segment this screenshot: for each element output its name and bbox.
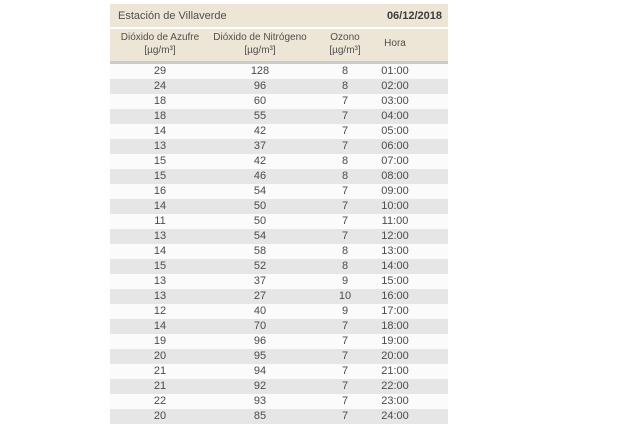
table-cell: 7 — [341, 380, 349, 392]
table-cell: 06:00 — [381, 140, 409, 152]
table-cell: 13 — [153, 275, 167, 287]
table-row — [110, 214, 448, 229]
table-cell: 7 — [341, 395, 349, 407]
table-row — [110, 289, 448, 304]
table-cell: 14 — [153, 125, 167, 137]
table-cell: 42 — [253, 125, 267, 137]
header-cell-unit: [µg/m³] — [329, 44, 361, 56]
air-quality-widget — [110, 4, 448, 424]
table-cell: 7 — [341, 110, 349, 122]
table-cell: 94 — [253, 365, 267, 377]
table-cell: 20 — [153, 410, 167, 422]
table-cell: 03:00 — [381, 95, 409, 107]
table-row — [110, 154, 448, 169]
table-cell: 7 — [341, 365, 349, 377]
table-cell: 01:00 — [381, 65, 409, 77]
table-cell: 17:00 — [381, 305, 409, 317]
table-row — [110, 394, 448, 409]
header-cell — [110, 29, 210, 63]
table-cell: 95 — [253, 350, 267, 362]
table-row — [110, 199, 448, 214]
widget-titlebar — [110, 4, 448, 27]
table-cell: 13:00 — [381, 245, 409, 257]
table-cell: 14:00 — [381, 260, 409, 272]
table-cell: 07:00 — [381, 155, 409, 167]
table-cell: 10 — [338, 290, 352, 302]
table-cell: 9 — [341, 305, 349, 317]
table-cell: 04:00 — [381, 110, 409, 122]
table-cell: 19:00 — [381, 335, 409, 347]
table-cell: 14 — [153, 200, 167, 212]
table-cell: 02:00 — [381, 80, 409, 92]
header-cell-unit: [µg/m³] — [144, 44, 176, 56]
table-cell: 18 — [153, 110, 167, 122]
table-cell: 15 — [153, 170, 167, 182]
table-cell: 50 — [253, 215, 267, 227]
table-row — [110, 409, 448, 424]
table-cell: 29 — [153, 65, 167, 77]
table-cell: 22:00 — [381, 380, 409, 392]
header-cell-label: Dióxido de Nitrógeno — [213, 32, 307, 43]
table-cell: 12 — [153, 305, 167, 317]
table-cell: 46 — [253, 170, 267, 182]
table-cell: 8 — [341, 80, 349, 92]
header-cell-unit: [µg/m³] — [244, 44, 276, 56]
table-cell: 05:00 — [381, 125, 409, 137]
table-cell: 92 — [253, 380, 267, 392]
table-cell: 7 — [341, 230, 349, 242]
table-row — [110, 63, 448, 80]
table-cell: 11 — [154, 215, 166, 227]
table-row — [110, 184, 448, 199]
table-header — [110, 29, 448, 63]
table-cell: 8 — [341, 260, 349, 272]
table-row — [110, 304, 448, 319]
table-row — [110, 364, 448, 379]
table-cell: 22 — [153, 395, 167, 407]
header-cell — [210, 29, 310, 63]
table-cell: 19 — [153, 335, 167, 347]
table-cell: 13 — [153, 230, 167, 242]
table-cell: 8 — [341, 65, 349, 77]
table-cell: 128 — [250, 65, 270, 77]
table-cell: 7 — [341, 95, 349, 107]
table-cell: 50 — [253, 200, 267, 212]
table-cell: 37 — [253, 275, 267, 287]
table-cell: 55 — [253, 110, 267, 122]
table-row — [110, 274, 448, 289]
table-cell: 14 — [153, 320, 167, 332]
table-row — [110, 139, 448, 154]
table-cell: 54 — [253, 185, 267, 197]
table-row — [110, 229, 448, 244]
table-cell: 23:00 — [381, 395, 409, 407]
table-cell: 21 — [153, 380, 167, 392]
table-cell: 96 — [253, 80, 267, 92]
table-cell: 7 — [341, 335, 349, 347]
table-row — [110, 319, 448, 334]
table-cell: 10:00 — [381, 200, 409, 212]
table-cell: 9 — [341, 275, 349, 287]
table-cell: 7 — [341, 185, 349, 197]
table-cell: 13 — [153, 290, 167, 302]
table-cell: 7 — [341, 200, 349, 212]
table-cell: 21:00 — [381, 365, 409, 377]
table-cell: 96 — [253, 335, 267, 347]
table-cell: 54 — [253, 230, 267, 242]
header-cell-label: Dióxido de Azufre — [120, 32, 200, 43]
table-cell: 8 — [341, 155, 349, 167]
table-cell: 18:00 — [381, 320, 409, 332]
table-row — [110, 259, 448, 274]
table-cell: 85 — [253, 410, 267, 422]
table-row — [110, 124, 448, 139]
table-cell: 58 — [253, 245, 267, 257]
table-cell: 24 — [153, 80, 167, 92]
table-row — [110, 334, 448, 349]
table-cell: 21 — [153, 365, 167, 377]
station-name: Estación de Villaverde — [118, 9, 227, 22]
table-row — [110, 244, 448, 259]
table-cell: 7 — [341, 215, 349, 227]
table-cell: 93 — [253, 395, 267, 407]
header-cell — [310, 29, 380, 63]
table-cell: 7 — [341, 140, 349, 152]
header-cell-label: Ozono — [330, 32, 360, 43]
measurement-date: 06/12/2018 — [386, 9, 442, 22]
header-cell — [380, 29, 448, 63]
table-cell: 15:00 — [381, 275, 409, 287]
air-quality-table — [110, 29, 448, 424]
table-row — [110, 169, 448, 184]
table-cell: 13 — [153, 140, 167, 152]
table-row — [110, 109, 448, 124]
table-cell: 7 — [341, 350, 349, 362]
table-cell: 24:00 — [381, 410, 409, 422]
table-cell: 52 — [253, 260, 267, 272]
table-row — [110, 379, 448, 394]
header-cell-label: Hora — [384, 38, 406, 50]
table-cell: 11:00 — [381, 215, 409, 227]
table-cell: 7 — [341, 320, 349, 332]
table-cell: 40 — [253, 305, 267, 317]
table-cell: 12:00 — [381, 230, 409, 242]
table-cell: 08:00 — [381, 170, 409, 182]
table-cell: 16:00 — [381, 290, 409, 302]
table-cell: 8 — [341, 170, 349, 182]
table-cell: 20 — [153, 350, 167, 362]
header-row — [110, 29, 448, 63]
table-cell: 60 — [253, 95, 267, 107]
table-cell: 16 — [153, 185, 167, 197]
table-cell: 37 — [253, 140, 267, 152]
table-cell: 14 — [153, 245, 167, 257]
table-cell: 15 — [153, 155, 167, 167]
table-cell: 27 — [253, 290, 267, 302]
table-row — [110, 349, 448, 364]
table-cell: 15 — [153, 260, 167, 272]
table-cell: 42 — [253, 155, 267, 167]
table-cell: 8 — [341, 245, 349, 257]
table-cell: 7 — [341, 125, 349, 137]
table-body — [110, 63, 448, 425]
table-cell: 09:00 — [381, 185, 409, 197]
table-cell: 7 — [341, 410, 349, 422]
table-cell: 20:00 — [381, 350, 409, 362]
table-cell: 18 — [153, 95, 167, 107]
table-row — [110, 94, 448, 109]
table-row — [110, 79, 448, 94]
table-cell: 70 — [253, 320, 267, 332]
